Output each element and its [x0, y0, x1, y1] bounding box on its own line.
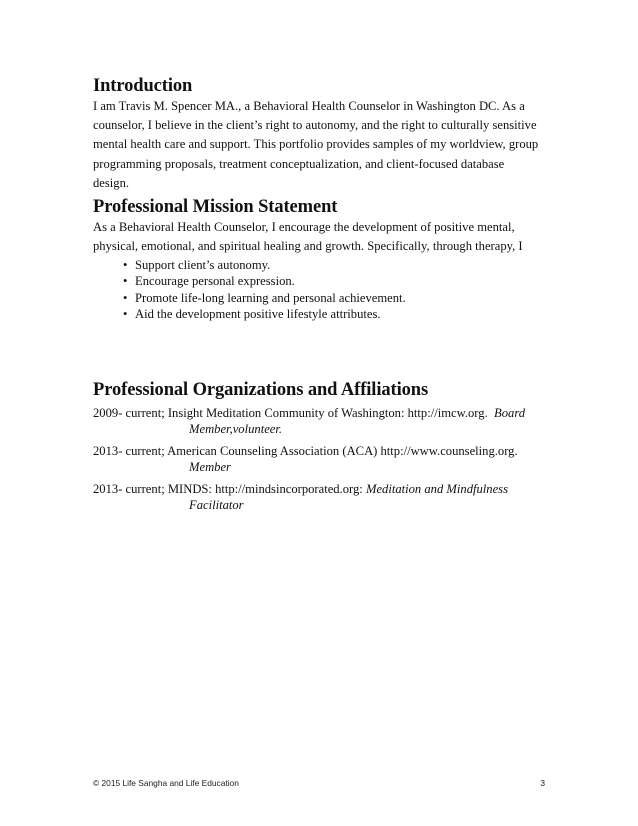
text-line: design.: [93, 175, 130, 190]
organization-role: Meditation and Mindfulness: [365, 482, 508, 496]
organizations-heading: Professional Organizations and Affiliations: [93, 380, 429, 400]
mission-heading: Professional Mission Statement: [93, 197, 338, 217]
bullet-item: • Promote life-long learning and personal achievement.: [123, 291, 553, 306]
bullet-item: • Support client’s autonomy.: [123, 258, 553, 273]
copyright-text: © 2015 Life Sangha and Life Education: [93, 778, 239, 788]
organization-entry: [93, 405, 553, 437]
introduction-section: [93, 75, 553, 193]
organization-role: Member: [189, 460, 231, 474]
mission-bullet-list: [93, 258, 553, 323]
organization-text: 2013- current; MINDS: http://mindsincorporated.org:: [93, 482, 363, 496]
text-line: counselor, I believe in the client’s right to autonomy, and the right to culturally sensitive: [93, 118, 537, 133]
organization-entry: [93, 481, 553, 513]
organization-role: Board: [494, 406, 526, 420]
organizations-section: [93, 379, 553, 513]
organization-text: 2013- current; American Counseling Association (ACA) http://www.counseling.org.: [93, 444, 518, 458]
introduction-heading: Introduction: [93, 76, 193, 96]
bullet-item: • Aid the development positive lifestyle attributes.: [123, 307, 553, 322]
organization-role: Member,volunteer.: [189, 422, 283, 436]
mission-section: [93, 196, 553, 323]
organization-text: 2009- current; Insight Meditation Community of Washington: http://imcw.org.: [93, 406, 488, 420]
organization-role: Facilitator: [189, 498, 244, 512]
text-line: programming proposals, treatment conceptualization, and client-focused database: [93, 156, 505, 171]
bullet-item: • Encourage personal expression.: [123, 274, 553, 289]
text-line: mental health care and support. This portfolio provides samples of my worldview, group: [93, 137, 539, 152]
text-line: I am Travis M. Spencer MA., a Behavioral Health Counselor in Washington DC. As a: [93, 99, 525, 113]
text-line: As a Behavioral Health Counselor, I encourage the development of positive mental,: [93, 220, 515, 234]
text-line: physical, emotional, and spiritual healing and growth. Specifically, through therapy, I: [93, 239, 523, 254]
page-footer: [93, 778, 545, 788]
page-number: 3: [540, 778, 545, 788]
mission-paragraph: [93, 218, 553, 256]
organization-entry: [93, 443, 553, 475]
introduction-paragraph: [93, 97, 553, 193]
